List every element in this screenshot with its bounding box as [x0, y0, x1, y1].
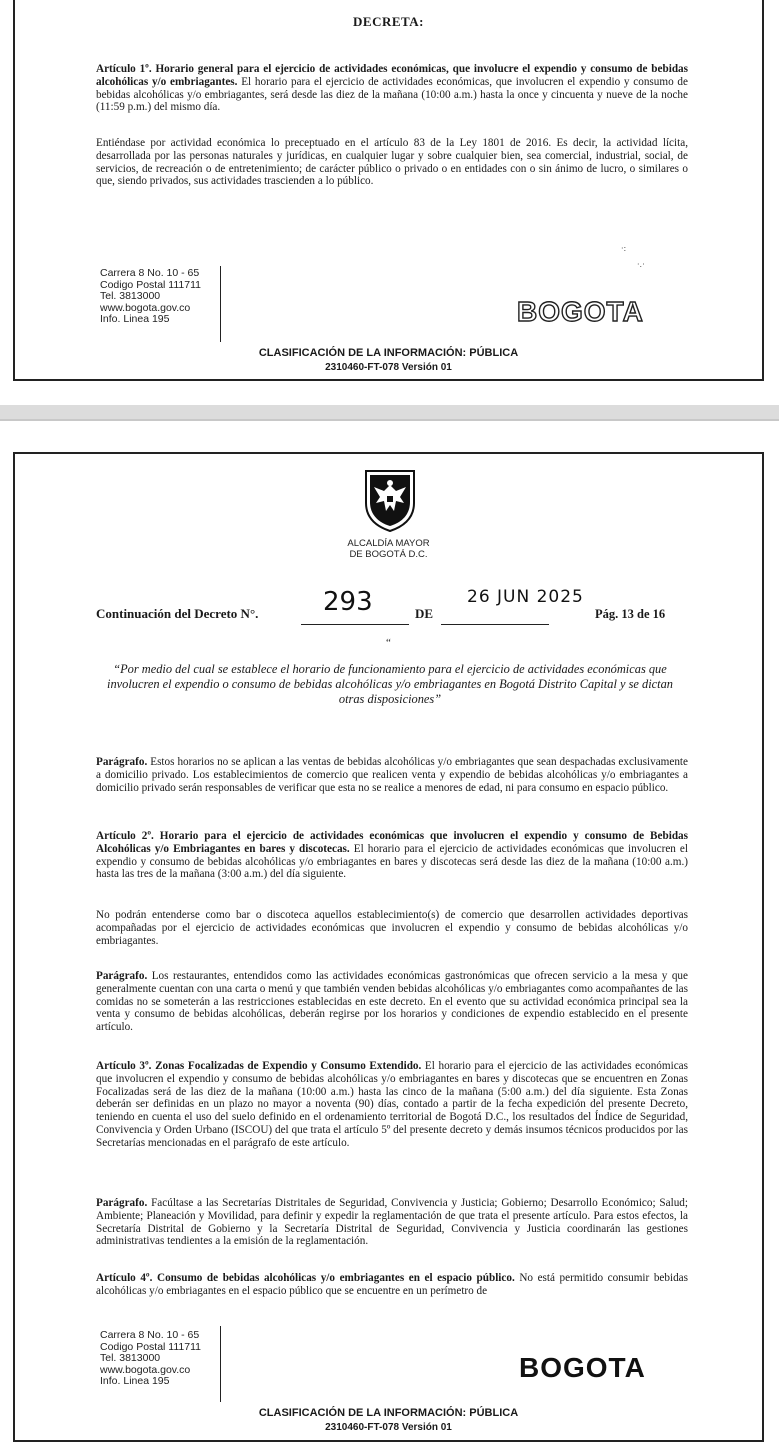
- bar-definition-paragraph: No podrán entenderse como bar o discoteca aquellos establecimiento(s) de comercio que desarrollen actividades deportivas acompañadas por el ejercicio de actividades económicas que involucren el expendio y consumo de bebidas alcohólicas y/o embriagantes.: [96, 909, 688, 947]
- classification-label: CLASIFICACIÓN DE LA INFORMACIÓN: PÚBLICA: [258, 347, 519, 359]
- article-3-body: El horario para el ejercicio de las actividades económicas que involucren el expendio y consumo de bebidas alcohólicas y/o embriagantes en bares y discotecas que se encuentren en Zonas Focalizadas será de las diez de la mañana (10:00 a.m.) hasta las cinco de la mañana (5:00 a.m.) del día siguiente. Esta Zonas deberán ser definidas en un plazo no mayor a noventa (90) días, contado a partir de la fecha expedición del presente Decreto, teniendo en cuenta el uso del suelo definido en el ordenamiento territorial de Bogotá D.C., los resultados del Índice de Seguridad, Convivencia y Orden Urbano (ISCOU) del que trata el artículo 5º del presente decreto y demás insumos técnicos producidos por las Secretarías mencionadas en el parágrafo de este artículo.: [96, 1060, 688, 1149]
- form-code: 2310460-FT-078 Versión 01: [325, 362, 452, 373]
- alcaldia-line-1: ALCALDÍA MAYOR: [347, 538, 430, 549]
- page-separator: [0, 405, 779, 419]
- paragraph-1: [96, 756, 688, 794]
- decree-motto: “Por medio del cual se establece el horario de funcionamiento para el ejercicio de actividades económicas que involucren el expendio o consumo de bebidas alcohólicas y/o embriagantes en Bogotá Distrito Capital y se dictan otras disposiciones”: [107, 662, 673, 706]
- footer-divider: [220, 1326, 221, 1402]
- article-2-title: Artículo 2º. Horario para el ejercicio de actividades económicas que involucren el expendio y consumo de Bebidas Alcohólicas y/o Embriagantes en bares y discotecas.: [96, 830, 688, 855]
- footer-address-line: www.bogota.gov.co: [100, 1363, 191, 1376]
- footer-address-line: Tel. 3813000: [100, 1352, 161, 1364]
- article-4-title: Artículo 4º. Consumo de bebidas alcohólicas y/o embriagantes en el espacio público.: [96, 1272, 515, 1284]
- decree-number-line: [301, 624, 409, 625]
- de-label: DE: [415, 606, 434, 621]
- continuation-label: Continuación del Decreto N°.: [96, 606, 259, 621]
- decree-date-line: [441, 624, 549, 625]
- footer-divider: [220, 266, 221, 342]
- paragraph-2-title: Parágrafo.: [96, 970, 148, 982]
- article-1-paragraph: [96, 63, 688, 114]
- footer-address-line: Codigo Postal 111711: [100, 278, 201, 291]
- bogota-coat-of-arms-icon: [362, 469, 418, 533]
- classification-label: CLASIFICACIÓN DE LA INFORMACIÓN: PÚBLICA: [258, 1407, 519, 1419]
- page-number: Pág. 13 de 16: [595, 607, 666, 621]
- sparkle-icon: ·.·: [637, 260, 645, 269]
- form-code: 2310460-FT-078 Versión 01: [325, 1422, 452, 1433]
- paragraph-3-title: Parágrafo.: [96, 1197, 148, 1209]
- decree-number: 293: [323, 587, 373, 617]
- article-1-body: El horario para el ejercicio de actividades económicas, que involucren el expendio y consumo de bebidas alcohólicas y/o embriagantes, será desde las diez de la mañana (10:00 a.m.) hasta la once y cincuenta y nueve de la noche (11:59 p.m.) del mismo día.: [96, 75, 688, 114]
- page-separator-shadow: [0, 419, 779, 421]
- footer-address-line: Info. Linea 195: [100, 313, 170, 325]
- footer-address-line: Carrera 8 No. 10 - 65: [100, 267, 200, 279]
- document-page-current: [13, 452, 764, 1442]
- footer-address: [100, 1330, 201, 1388]
- decreta-heading: DECRETA:: [353, 14, 424, 29]
- footer-address-line: www.bogota.gov.co: [100, 301, 191, 314]
- footer-address-line: Codigo Postal 111711: [100, 1340, 201, 1353]
- paragraph-2: [96, 970, 688, 1034]
- bogota-logo: BOGOTA: [519, 1352, 646, 1383]
- sparkle-icon: ·:: [621, 244, 627, 253]
- article-1-title: Artículo 1º. Horario general para el ejercicio de actividades económicas, que involucre el expendio y consumo de bebidas alcohólicas y/o embriagantes.: [96, 63, 688, 88]
- paragraph-3-body: Facúltase a las Secretarías Distritales de Seguridad, Convivencia y Justicia; Gobierno; Desarrollo Económico; Salud; Ambiente; Planeación y Movilidad, para definir y expedir la reglamentación de que trata el presente artículo. Para estos efectos, la Secretaría Distrital de Gobierno y la Secretaría Distrital de Seguridad, Convivencia y Justicia coordinarán las gestiones administrativas tendientes a la emisión de la reglamentación.: [96, 1197, 688, 1248]
- quote-mark: “: [386, 637, 391, 649]
- article-4-body: No está permitido consumir bebidas alcohólicas y/o embriagantes en el espacio público que se encuentre en un perímetro de: [96, 1272, 688, 1297]
- paragraph-1-title: Parágrafo.: [96, 756, 148, 768]
- footer-address-line: Tel. 3813000: [100, 290, 161, 302]
- article-3-paragraph: [96, 1060, 688, 1150]
- footer-address-line: Info. Linea 195: [100, 1375, 170, 1387]
- paragraph-3: [96, 1197, 688, 1248]
- document-page-previous: [13, 0, 764, 381]
- bogota-logo: BOGOTA: [517, 296, 644, 327]
- article-3-title: Artículo 3º. Zonas Focalizadas de Expendio y Consumo Extendido.: [96, 1060, 422, 1072]
- article-2-paragraph: [96, 830, 688, 881]
- alcaldia-line-2: DE BOGOTÁ D.C.: [349, 549, 428, 560]
- paragraph-1-body: Estos horarios no se aplican a las ventas de bebidas alcohólicas y/o embriagantes que sean despachadas exclusivamente a domicilio privado. Los establecimientos de comercio que realicen venta y expendio de bebidas alcohólicas y/o embriagantes a domicilio privado serán responsables de verificar que esta no se realice a menores de edad, ni para consumo en espacio público.: [96, 756, 688, 794]
- footer-address-line: Carrera 8 No. 10 - 65: [100, 1329, 200, 1341]
- economic-activity-paragraph: Entiéndase por actividad económica lo preceptuado en el artículo 83 de la Ley 1801 de 2016. Es decir, la actividad lícita, desarrollada por las personas naturales y jurídicas, en cualquier lugar y sobre cualquier bien, sea comercial, industrial, social, de servicios, de recreación o de entretenimiento; de carácter público o privado o en entidades con o sin ánimo de lucro, o similares o que, siendo privados, sus actividades trascienden a lo público.: [96, 137, 688, 188]
- footer-address: [100, 268, 201, 326]
- article-4-paragraph: [96, 1272, 688, 1298]
- decree-date: 26 JUN 2025: [467, 587, 584, 607]
- article-2-body: El horario para el ejercicio de actividades económicas que involucren el expendio y consumo de bebidas alcohólicas y/o embriagantes en bares y discotecas será desde las diez de la mañana (10:00 a.m.) hasta las tres de la mañana (3:00 a.m.) del día siguiente.: [96, 842, 689, 881]
- paragraph-2-body: Los restaurantes, entendidos como las actividades económicas gastronómicas que ofrecen servicio a la mesa y que generalmente cuentan con una carta o menú y que también venden bebidas alcohólicas y/o embriagantes como acompañantes de las comidas no se someterán a las restricciones establecidas en este decreto. En el evento que su actividad económica principal sea la venta y consumo de bebidas alcohólicas, deberán regirse por los horarios y condiciones de expendio establecido en el presente artículo.: [96, 970, 688, 1034]
